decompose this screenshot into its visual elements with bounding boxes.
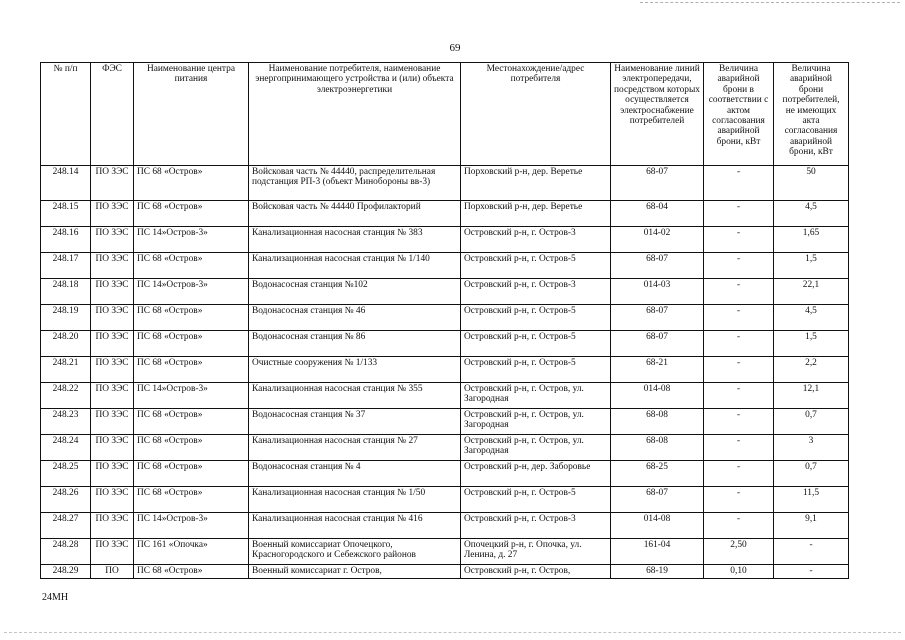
cell-fes: ПО ЗЭС	[91, 253, 134, 279]
table-row	[41, 201, 849, 227]
cell-power-center: ПС 68 «Остров»	[134, 435, 249, 461]
cell-reserve-no-act: 11,5	[774, 487, 849, 513]
cell-consumer: Войсковая часть № 44440 Профилакторий	[249, 201, 461, 227]
cell-power-line: 68-19	[611, 565, 704, 579]
col-header-consumer: Наименование потребителя, наименование энергопринимающего устройства и (или) объекта электроэнергетики	[249, 63, 461, 166]
cell-reserve-act: -	[704, 461, 774, 487]
cell-reserve-no-act: 1,5	[774, 331, 849, 357]
cell-number: 248.28	[41, 539, 91, 565]
cell-reserve-no-act: 1,65	[774, 227, 849, 253]
cell-power-line: 161-04	[611, 539, 704, 565]
cell-power-line: 014-08	[611, 383, 704, 409]
cell-reserve-no-act: 2,2	[774, 357, 849, 383]
cell-consumer: Водонасосная станция № 86	[249, 331, 461, 357]
cell-fes: ПО ЗЭС	[91, 357, 134, 383]
cell-reserve-act: -	[704, 201, 774, 227]
cell-reserve-act: -	[704, 331, 774, 357]
cell-consumer: Канализационная насосная станция № 416	[249, 513, 461, 539]
table-row	[41, 487, 849, 513]
cell-number: 248.17	[41, 253, 91, 279]
cell-reserve-act: -	[704, 279, 774, 305]
cell-number: 248.19	[41, 305, 91, 331]
table-row	[41, 461, 849, 487]
table-row	[41, 539, 849, 565]
table-body	[41, 166, 849, 579]
cell-reserve-act: -	[704, 227, 774, 253]
cell-number: 248.27	[41, 513, 91, 539]
cell-reserve-no-act: 9,1	[774, 513, 849, 539]
cell-fes: ПО ЗЭС	[91, 305, 134, 331]
col-header-power-lines: Наименование линий электропередачи, посредством которых осуществляется электроснабжение потребителей	[611, 63, 704, 166]
cell-reserve-act: 0,10	[704, 565, 774, 579]
cell-fes: ПО ЗЭС	[91, 435, 134, 461]
cell-power-center: ПС 68 «Остров»	[134, 253, 249, 279]
cell-number: 248.20	[41, 331, 91, 357]
cell-power-line: 014-03	[611, 279, 704, 305]
cell-power-line: 68-08	[611, 435, 704, 461]
cell-power-center: ПС 68 «Остров»	[134, 166, 249, 201]
cell-reserve-no-act: 4,5	[774, 305, 849, 331]
cell-power-line: 68-07	[611, 305, 704, 331]
cell-reserve-no-act: 0,7	[774, 409, 849, 435]
cell-power-line: 68-07	[611, 487, 704, 513]
cell-power-center: ПС 68 «Остров»	[134, 487, 249, 513]
cell-fes: ПО ЗЭС	[91, 461, 134, 487]
cell-power-center: ПС 14»Остров-3»	[134, 513, 249, 539]
cell-consumer: Водонасосная станция №102	[249, 279, 461, 305]
cell-consumer: Канализационная насосная станция № 383	[249, 227, 461, 253]
cell-power-line: 014-08	[611, 513, 704, 539]
cell-power-line: 68-25	[611, 461, 704, 487]
cell-number: 248.16	[41, 227, 91, 253]
cell-address: Островский р-н, г. Остров-3	[461, 513, 611, 539]
cell-address: Островский р-н, г. Остров,	[461, 565, 611, 579]
footer-code: 24МН	[42, 592, 69, 603]
cell-consumer: Войсковая часть № 44440, распределительная подстанция РП-3 (объект Минобороны вв-3)	[249, 166, 461, 201]
cell-power-line: 014-02	[611, 227, 704, 253]
cell-fes: ПО ЗЭС	[91, 513, 134, 539]
cell-fes: ПО ЗЭС	[91, 383, 134, 409]
cell-address: Островский р-н, дер. Заборовье	[461, 461, 611, 487]
cell-consumer: Водонасосная станция № 46	[249, 305, 461, 331]
cell-reserve-act: -	[704, 305, 774, 331]
cell-power-center: ПС 68 «Остров»	[134, 201, 249, 227]
cell-fes: ПО ЗЭС	[91, 201, 134, 227]
cell-reserve-no-act: -	[774, 565, 849, 579]
table-row	[41, 166, 849, 201]
cell-reserve-act: -	[704, 409, 774, 435]
cell-consumer: Канализационная насосная станция № 27	[249, 435, 461, 461]
cell-number: 248.29	[41, 565, 91, 579]
cell-consumer: Военный комиссариат г. Остров,	[249, 565, 461, 579]
cell-reserve-act: -	[704, 357, 774, 383]
emergency-reserve-table	[40, 62, 849, 579]
cell-number: 248.22	[41, 383, 91, 409]
cell-reserve-act: -	[704, 513, 774, 539]
cell-power-line: 68-21	[611, 357, 704, 383]
cell-reserve-no-act: 12,1	[774, 383, 849, 409]
cell-fes: ПО ЗЭС	[91, 331, 134, 357]
cell-reserve-no-act: 22,1	[774, 279, 849, 305]
cell-power-center: ПС 68 «Остров»	[134, 357, 249, 383]
cell-power-center: ПС 14»Остров-3»	[134, 383, 249, 409]
cell-fes: ПО ЗЭС	[91, 539, 134, 565]
cell-reserve-act: 2,50	[704, 539, 774, 565]
cell-address: Островский р-н, г. Остров, ул. Загородная	[461, 383, 611, 409]
cell-reserve-no-act: -	[774, 539, 849, 565]
cell-reserve-act: -	[704, 435, 774, 461]
col-header-fes: ФЭС	[91, 63, 134, 166]
scan-edge-top	[640, 2, 900, 3]
cell-fes: ПО ЗЭС	[91, 487, 134, 513]
cell-address: Островский р-н, г. Остров-5	[461, 487, 611, 513]
cell-number: 248.18	[41, 279, 91, 305]
cell-address: Островский р-н, г. Остров-5	[461, 253, 611, 279]
cell-power-center: ПС 14»Остров-3»	[134, 279, 249, 305]
cell-reserve-act: -	[704, 487, 774, 513]
cell-reserve-no-act: 3	[774, 435, 849, 461]
cell-power-center: ПС 68 «Остров»	[134, 409, 249, 435]
cell-reserve-act: -	[704, 166, 774, 201]
cell-power-line: 68-07	[611, 331, 704, 357]
cell-power-center: ПС 14»Остров-3»	[134, 227, 249, 253]
cell-power-center: ПС 68 «Остров»	[134, 461, 249, 487]
cell-reserve-no-act: 4,5	[774, 201, 849, 227]
cell-power-line: 68-07	[611, 166, 704, 201]
cell-reserve-no-act: 0,7	[774, 461, 849, 487]
col-header-power-center: Наименование центра питания	[134, 63, 249, 166]
cell-number: 248.25	[41, 461, 91, 487]
table-row	[41, 227, 849, 253]
cell-power-line: 68-07	[611, 253, 704, 279]
cell-address: Островский р-н, г. Остров-3	[461, 279, 611, 305]
cell-fes: ПО ЗЭС	[91, 166, 134, 201]
table-row	[41, 513, 849, 539]
cell-number: 248.15	[41, 201, 91, 227]
col-header-reserve-act: Величина аварийной брони в соответствии с актом согласования аварийной брони, кВт	[704, 63, 774, 166]
cell-address: Островский р-н, г. Остров, ул. Загородная	[461, 409, 611, 435]
table-header	[41, 63, 849, 166]
cell-power-line: 68-08	[611, 409, 704, 435]
col-header-number: № п/п	[41, 63, 91, 166]
cell-power-center: ПС 161 «Опочка»	[134, 539, 249, 565]
cell-consumer: Очистные сооружения № 1/133	[249, 357, 461, 383]
cell-address: Островский р-н, г. Остров-3	[461, 227, 611, 253]
cell-reserve-no-act: 1,5	[774, 253, 849, 279]
cell-power-center: ПС 68 «Остров»	[134, 305, 249, 331]
cell-number: 248.24	[41, 435, 91, 461]
cell-consumer: Водонасосная станция № 4	[249, 461, 461, 487]
cell-address: Островский р-н, г. Остров-5	[461, 357, 611, 383]
table-row	[41, 565, 849, 579]
table-row	[41, 435, 849, 461]
cell-reserve-no-act: 50	[774, 166, 849, 201]
table-row	[41, 383, 849, 409]
table-row	[41, 279, 849, 305]
table-row	[41, 253, 849, 279]
cell-fes: ПО ЗЭС	[91, 409, 134, 435]
table-row	[41, 357, 849, 383]
cell-address: Порховский р-н, дер. Веретье	[461, 201, 611, 227]
cell-number: 248.21	[41, 357, 91, 383]
cell-consumer: Канализационная насосная станция № 1/50	[249, 487, 461, 513]
page-number: 69	[449, 42, 461, 54]
cell-consumer: Канализационная насосная станция № 355	[249, 383, 461, 409]
cell-number: 248.14	[41, 166, 91, 201]
cell-address: Островский р-н, г. Остров, ул. Загородная	[461, 435, 611, 461]
table-row	[41, 409, 849, 435]
cell-consumer: Водонасосная станция № 37	[249, 409, 461, 435]
cell-reserve-act: -	[704, 383, 774, 409]
scan-edge-bottom	[4, 632, 901, 633]
cell-reserve-act: -	[704, 253, 774, 279]
cell-power-center: ПС 68 «Остров»	[134, 331, 249, 357]
table-row	[41, 305, 849, 331]
cell-fes: ПО ЗЭС	[91, 279, 134, 305]
cell-address: Опочецкий р-н, г. Опочка, ул. Ленина, д. 27	[461, 539, 611, 565]
cell-address: Островский р-н, г. Остров-5	[461, 305, 611, 331]
cell-address: Островский р-н, г. Остров-5	[461, 331, 611, 357]
cell-consumer: Канализационная насосная станция № 1/140	[249, 253, 461, 279]
cell-address: Порховский р-н, дер. Веретье	[461, 166, 611, 201]
col-header-address: Местонахождение/адрес потребителя	[461, 63, 611, 166]
col-header-reserve-no-act: Величина аварийной брони потребителей, не имеющих акта согласования аварийной брони, кВт	[774, 63, 849, 166]
cell-number: 248.23	[41, 409, 91, 435]
table-row	[41, 331, 849, 357]
cell-power-center: ПС 68 «Остров»	[134, 565, 249, 579]
cell-number: 248.26	[41, 487, 91, 513]
cell-consumer: Военный комиссариат Опочецкого, Красногородского и Себежского районов	[249, 539, 461, 565]
cell-fes: ПО ЗЭС	[91, 227, 134, 253]
cell-power-line: 68-04	[611, 201, 704, 227]
cell-fes: ПО	[91, 565, 134, 579]
